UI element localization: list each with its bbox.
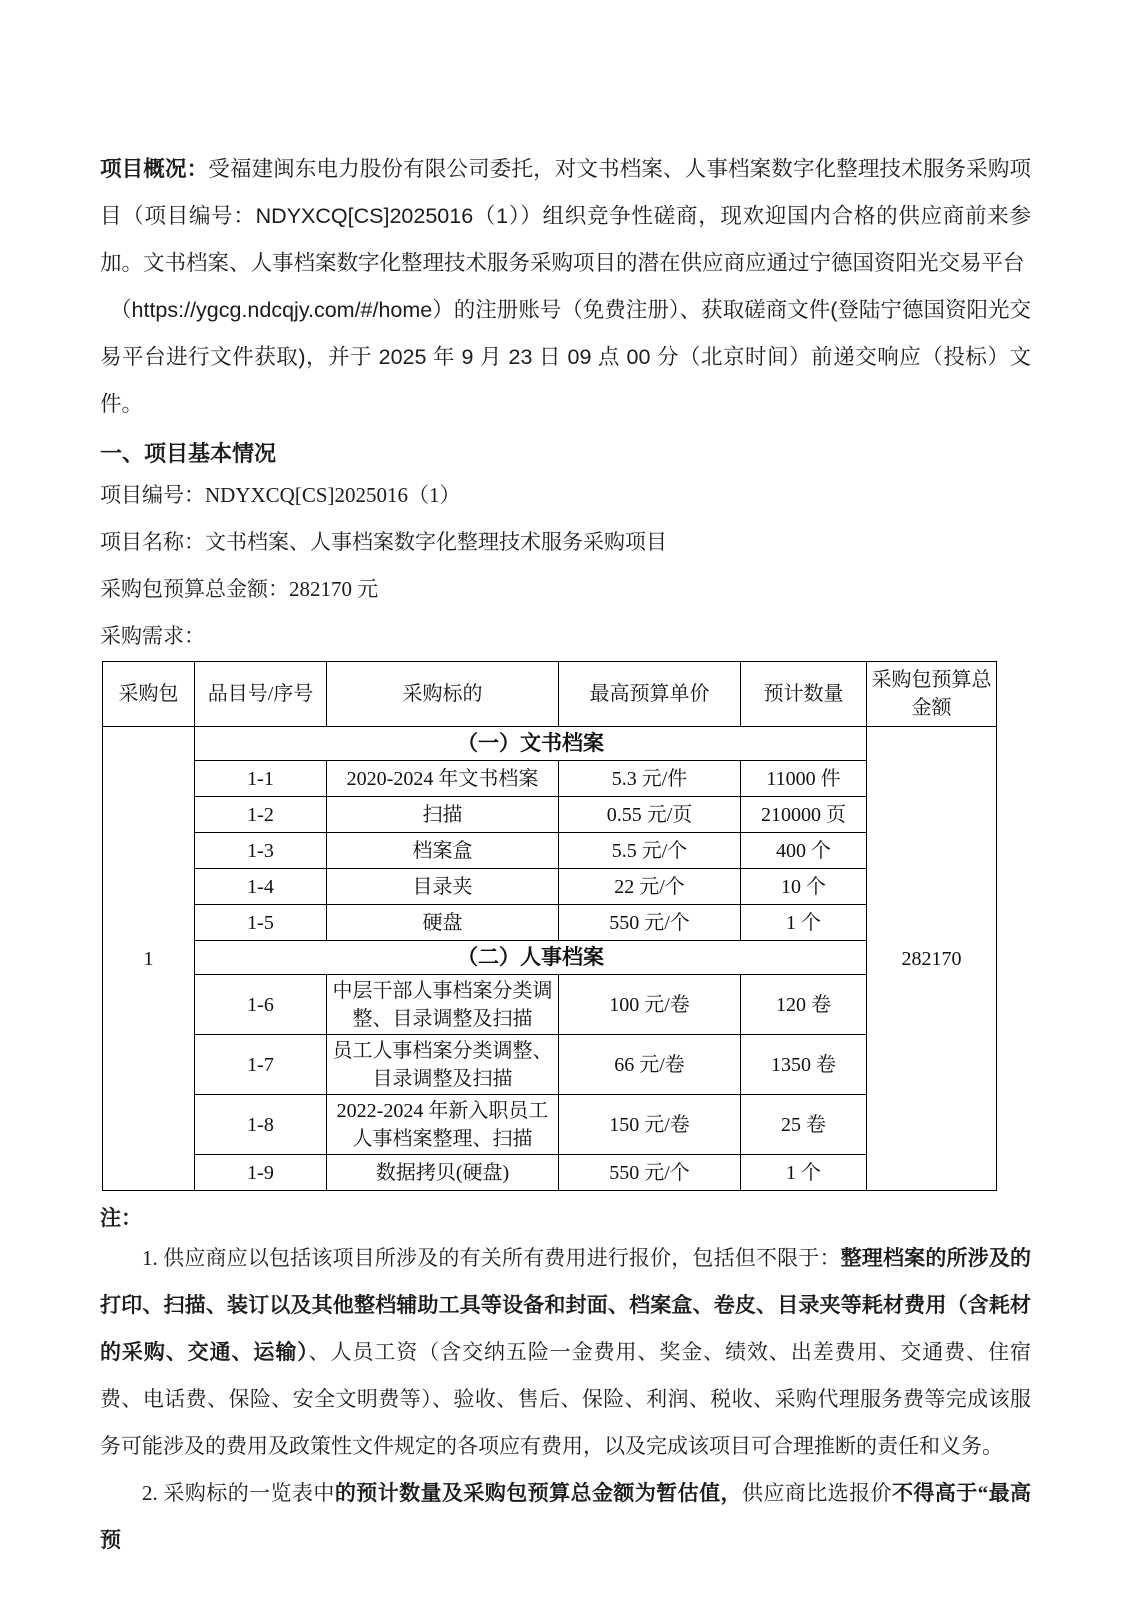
cell-item-name: 目录夹 xyxy=(327,869,559,905)
table-row xyxy=(103,869,997,905)
intro-paragraph-continued: （https://ygcg.ndcqjy.com/#/home）的注册账号（免费注册）、获取磋商文件(登陆宁德国资阳光交易平台进行文件获取)，并于 2025 年 9 月 23 日 09 点 00 分（北京时间）前递交响应（投标）文件。 xyxy=(100,298,1031,416)
intro-paragraph xyxy=(100,146,1031,287)
note-1 xyxy=(100,1235,1031,1470)
intro-text: 受福建闽东电力股份有限公司委托，对文书档案、人事档案数字化整理技术服务采购项目（项目编号：NDYXCQ[CS]2025016（1））组织竞争性磋商，现欢迎国内合格的供应商前来参加。文书档案、人事档案数字化整理技术服务采购项目的潜在供应商应通过宁德国资阳光交易平台 xyxy=(100,157,1031,275)
project-number-line: 项目编号：NDYXCQ[CS]2025016（1） xyxy=(100,483,461,507)
header-cell-package-total: 采购包预算总金额 xyxy=(867,662,997,727)
table-row xyxy=(103,905,997,941)
section-heading: 一、项目基本情况 xyxy=(100,441,277,466)
table-row xyxy=(103,1095,997,1155)
section-row-label: （二）人事档案 xyxy=(195,941,867,975)
cell-item-name: 扫描 xyxy=(327,797,559,833)
section-row-a xyxy=(103,727,997,761)
cell-item-no: 1-6 xyxy=(195,975,327,1035)
cell-item-name: 2022-2024 年新入职员工人事档案整理、扫描 xyxy=(327,1095,559,1155)
cell-item-no: 1-9 xyxy=(195,1155,327,1191)
text-run: 不得高于“最高预 xyxy=(100,1481,1032,1552)
text-run: 1. 供应商应以包括该项目所涉及的有关所有费用进行报价，包括但不限于： xyxy=(142,1246,841,1270)
cell-unit-price: 150 元/卷 xyxy=(559,1095,741,1155)
section-row-b xyxy=(103,941,997,975)
procurement-table xyxy=(102,661,997,1191)
project-name-line: 项目名称：文书档案、人事档案数字化整理技术服务采购项目 xyxy=(100,530,667,554)
text-run: 、人员工资（含交纳五险一金费用、奖金、绩效、出差费用、交通费、住宿费、电话费、保险、安全文明费等）、验收、售后、保险、利润、税收、采购代理服务费等完成该服务可能涉及的费用及政策性文件规定的各项应有费用，以及完成该项目可合理推断的责任和义务。 xyxy=(100,1340,1032,1458)
cell-item-name: 员工人事档案分类调整、目录调整及扫描 xyxy=(327,1035,559,1095)
cell-item-no: 1-2 xyxy=(195,797,327,833)
cell-package-total: 282170 xyxy=(867,727,997,1191)
table-row xyxy=(103,833,997,869)
text-run: 整理档案的所涉及的打印、扫描、装订以及其他整档辅助工具等设备和封面、档案盒、卷皮、目录夹等耗材费用（含耗材的采购、交通、运输） xyxy=(100,1246,1032,1364)
cell-unit-price: 550 元/个 xyxy=(559,905,741,941)
table-row xyxy=(103,975,997,1035)
cell-item-name: 2020-2024 年文书档案 xyxy=(327,761,559,797)
demand-label-line: 采购需求： xyxy=(100,624,205,648)
text-run: 的预计数量及采购包预算总金额为暂估值， xyxy=(334,1481,742,1505)
cell-quantity: 11000 件 xyxy=(741,761,867,797)
budget-total-line: 采购包预算总金额：282170 元 xyxy=(100,577,379,601)
header-cell-item-name: 采购标的 xyxy=(327,662,559,727)
cell-item-no: 1-5 xyxy=(195,905,327,941)
cell-item-name: 档案盒 xyxy=(327,833,559,869)
cell-quantity: 120 卷 xyxy=(741,975,867,1035)
cell-unit-price: 100 元/卷 xyxy=(559,975,741,1035)
header-cell-package: 采购包 xyxy=(103,662,195,727)
cell-unit-price: 550 元/个 xyxy=(559,1155,741,1191)
text-run: 供应商比选报价 xyxy=(741,1481,892,1505)
header-cell-unit-price: 最高预算单价 xyxy=(559,662,741,727)
cell-quantity: 400 个 xyxy=(741,833,867,869)
cell-package-no: 1 xyxy=(103,727,195,1191)
intro-label: 项目概况： xyxy=(100,157,209,181)
cell-item-name: 数据拷贝(硬盘) xyxy=(327,1155,559,1191)
note-2 xyxy=(100,1470,1031,1564)
cell-unit-price: 5.3 元/件 xyxy=(559,761,741,797)
table-header-row xyxy=(103,662,997,727)
cell-unit-price: 5.5 元/个 xyxy=(559,833,741,869)
cell-item-no: 1-3 xyxy=(195,833,327,869)
header-cell-quantity: 预计数量 xyxy=(741,662,867,727)
cell-quantity: 10 个 xyxy=(741,869,867,905)
cell-unit-price: 22 元/个 xyxy=(559,869,741,905)
table-row xyxy=(103,797,997,833)
cell-item-name: 硬盘 xyxy=(327,905,559,941)
table-row xyxy=(103,761,997,797)
cell-unit-price: 0.55 元/页 xyxy=(559,797,741,833)
header-cell-item-no: 品目号/序号 xyxy=(195,662,327,727)
cell-quantity: 25 卷 xyxy=(741,1095,867,1155)
cell-unit-price: 66 元/卷 xyxy=(559,1035,741,1095)
section-row-label: （一）文书档案 xyxy=(195,727,867,761)
cell-item-no: 1-4 xyxy=(195,869,327,905)
table-row xyxy=(103,1155,997,1191)
cell-quantity: 1350 卷 xyxy=(741,1035,867,1095)
cell-quantity: 1 个 xyxy=(741,905,867,941)
cell-quantity: 210000 页 xyxy=(741,797,867,833)
notes-label: 注： xyxy=(100,1206,142,1230)
table-row xyxy=(103,1035,997,1095)
cell-item-no: 1-1 xyxy=(195,761,327,797)
cell-quantity: 1 个 xyxy=(741,1155,867,1191)
cell-item-no: 1-8 xyxy=(195,1095,327,1155)
text-run: 2. 采购标的一览表中 xyxy=(142,1481,335,1505)
cell-item-name: 中层干部人事档案分类调整、目录调整及扫描 xyxy=(327,975,559,1035)
cell-item-no: 1-7 xyxy=(195,1035,327,1095)
